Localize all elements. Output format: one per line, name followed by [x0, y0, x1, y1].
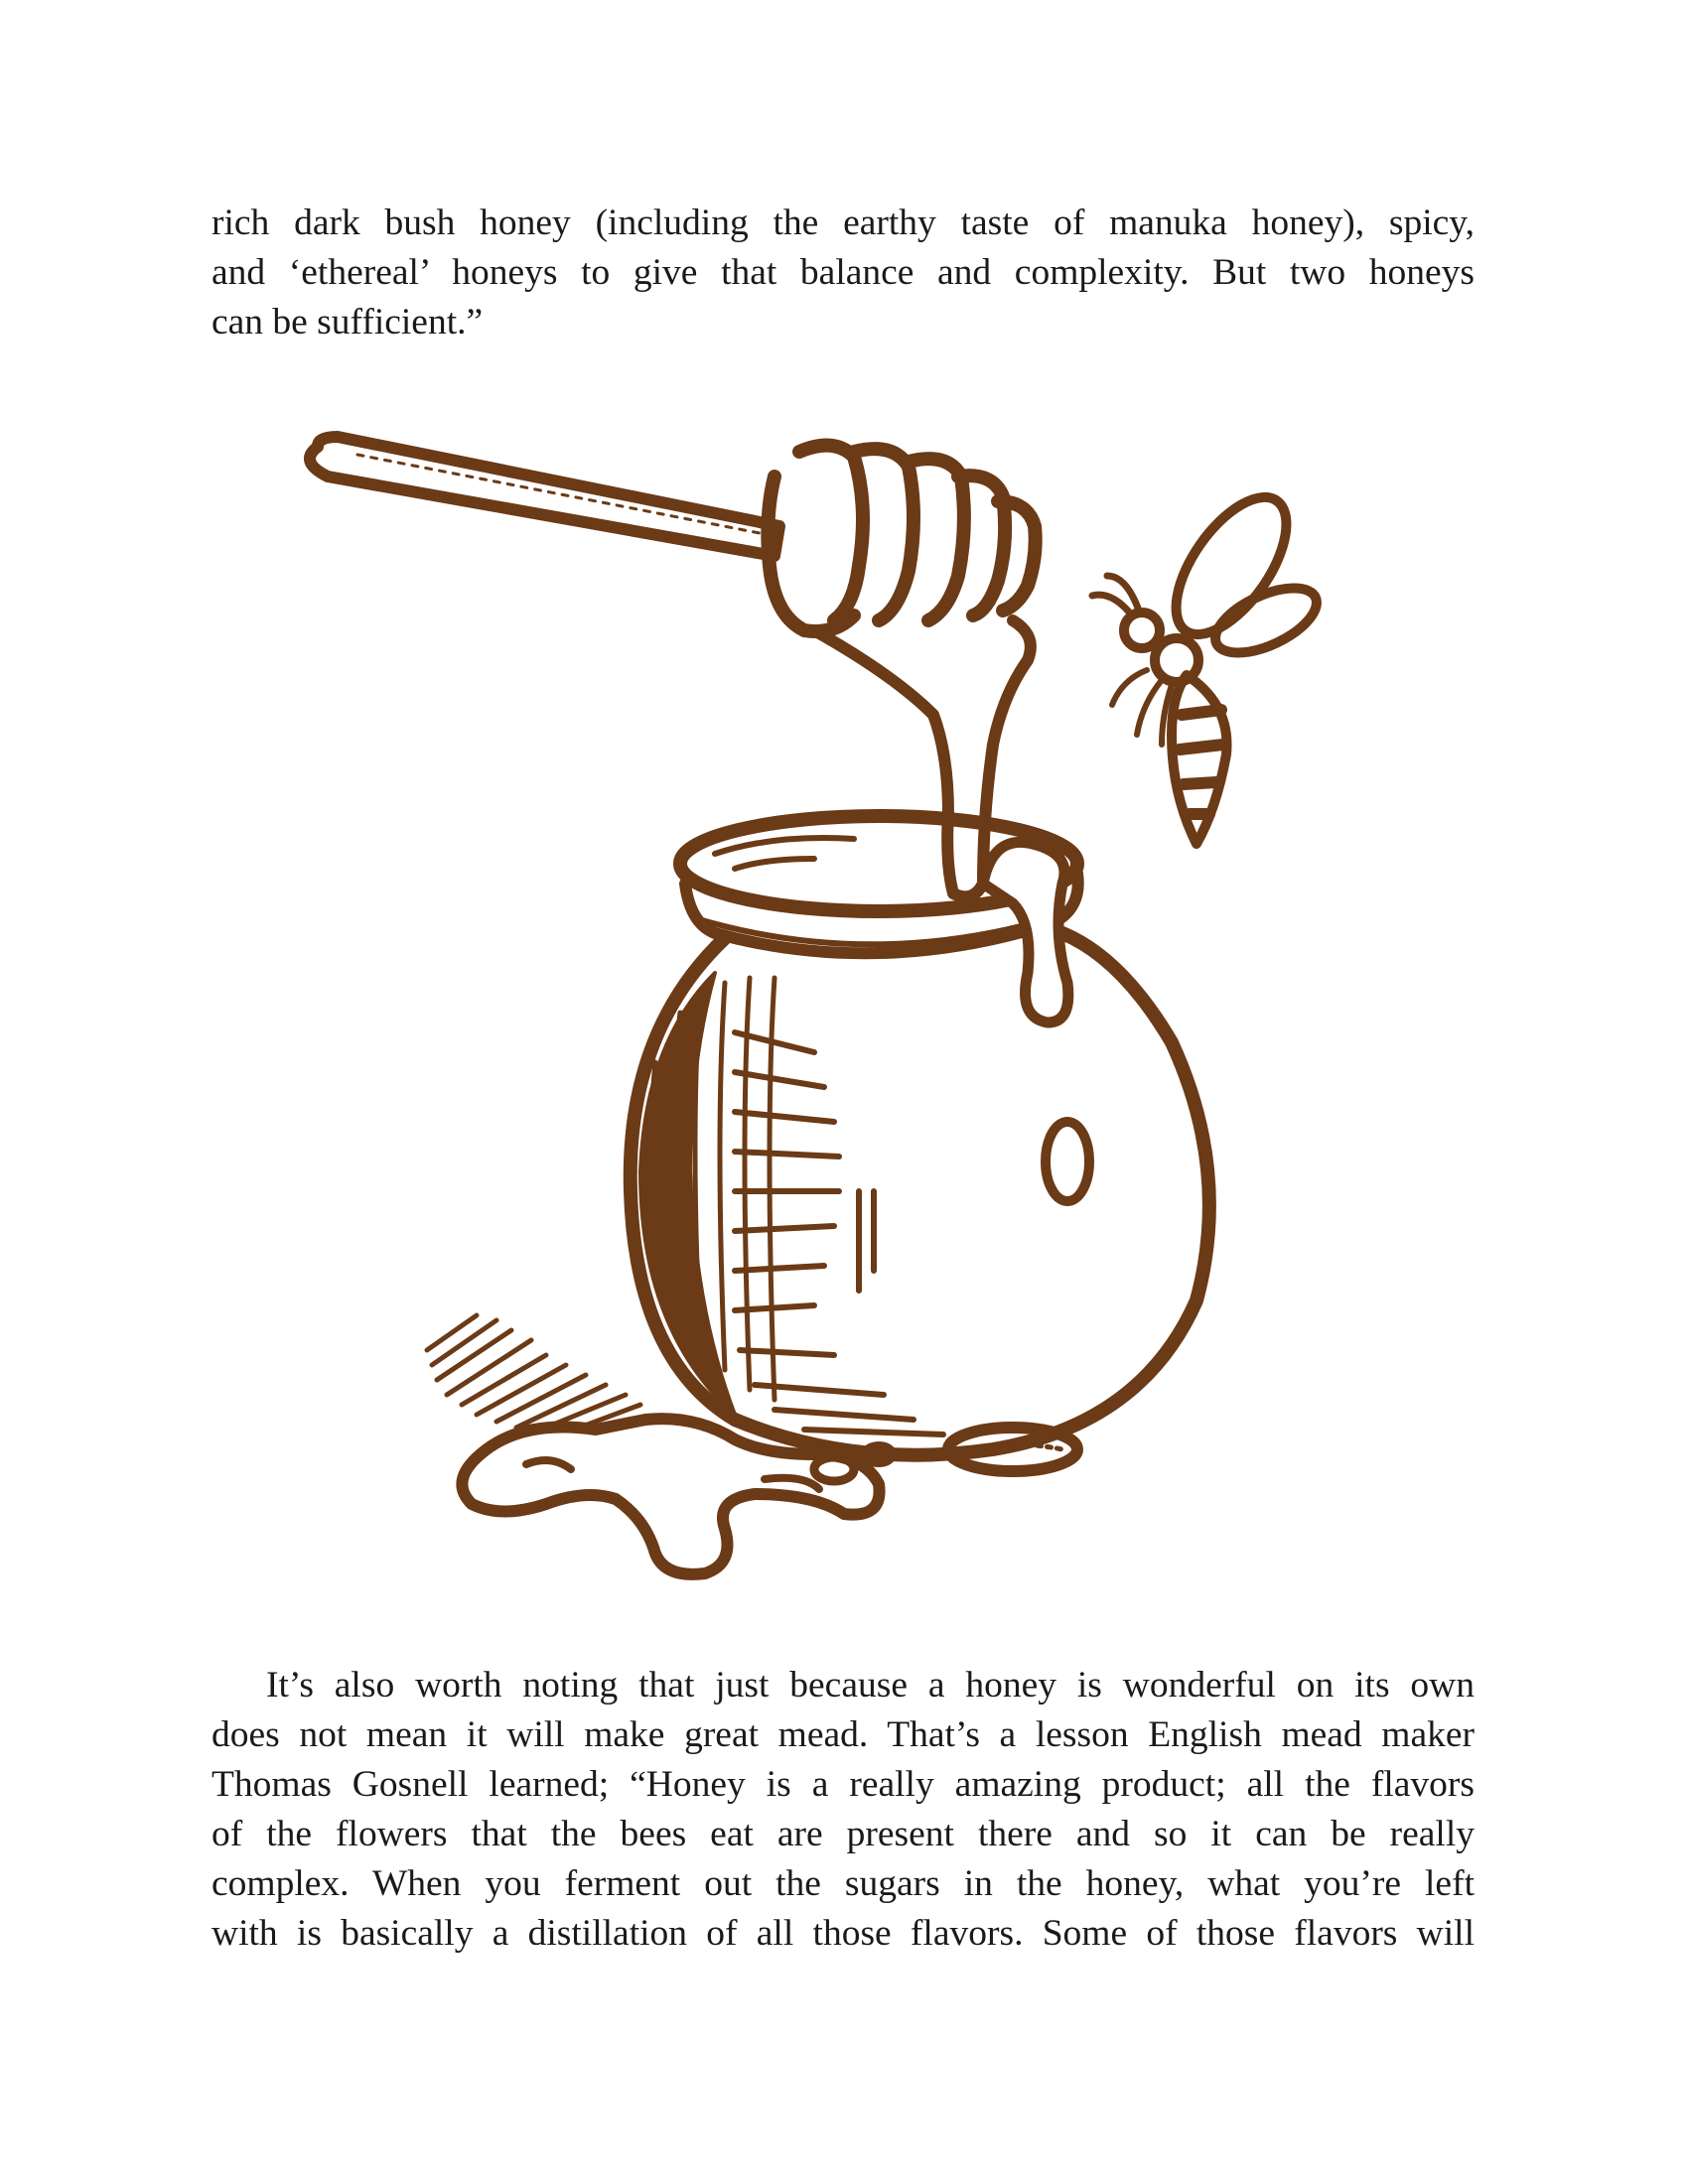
- paragraph-bottom: [211, 1661, 1475, 1959]
- text-line: Thomas Gosnell learned; “Honey is a really amazing product; all the flavors: [211, 1764, 1475, 1805]
- honey-dipper: [310, 437, 1036, 896]
- illustration-svg: [298, 417, 1430, 1608]
- honey-jar-illustration: [298, 417, 1430, 1608]
- text-line: of the flowers that the bees eat are present there and so it can be really: [211, 1814, 1475, 1854]
- honey-puddle: [427, 1315, 1077, 1574]
- bee: [1092, 479, 1326, 844]
- text-line: rich dark bush honey (including the earthy taste of manuka honey), spicy,: [211, 203, 1475, 243]
- honey-jar: [631, 816, 1209, 1455]
- text-line: complex. When you ferment out the sugars in the honey, what you’re left: [211, 1863, 1475, 1904]
- paragraph-top: [211, 199, 1475, 347]
- text-line: and ‘ethereal’ honeys to give that balance and complexity. But two honeys: [211, 252, 1475, 293]
- text-line: It’s also worth noting that just because a honey is wonderful on its own: [266, 1665, 1475, 1706]
- text-line: can be sufficient.”: [211, 302, 484, 342]
- text-line: with is basically a distillation of all those flavors. Some of those flavors will: [211, 1913, 1475, 1954]
- text-line: does not mean it will make great mead. That’s a lesson English mead maker: [211, 1714, 1475, 1755]
